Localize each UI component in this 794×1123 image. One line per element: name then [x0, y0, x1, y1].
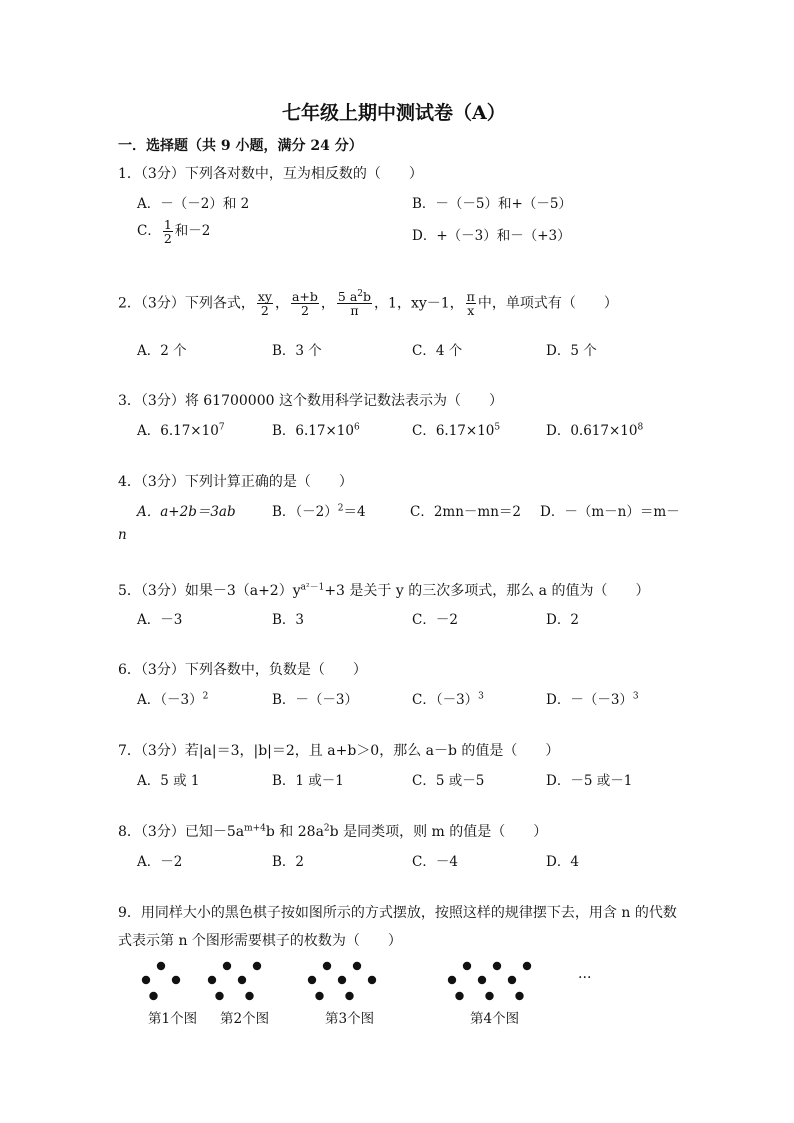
fraction-a-plus-b-over-2: $\frac{a+b}{2}$: [291, 289, 318, 319]
question-2-stem: 2．（3分）下列各式， $\frac{xy}{2}$ ， $\frac{a+b}{2}$ ， $\frac{5 a^2b}{\pi}$ ，1，xy－1， $\frac{\pi}{x}$ 中，单项式有（ ）: [118, 288, 618, 319]
q6-option-b: B．－（－3）: [272, 692, 359, 708]
chess-piece-fig1-top-1: [157, 962, 165, 970]
chess-piece-fig2-top-2: [238, 976, 246, 984]
fraction-5a2b-over-pi: $\frac{5 a^2b}{\pi}$: [337, 288, 372, 319]
question-6-stem: 6．（3分）下列各数中，负数是（ ）: [118, 662, 367, 678]
q5-option-d: D．2: [546, 612, 579, 628]
q6-option-c: C．$(-3)^3$: [412, 691, 484, 708]
chess-piece-fig1-bottom-0: [149, 992, 157, 1000]
question-4-stem: 4．（3分）下列计算正确的是（ ）: [118, 474, 353, 490]
q1-option-a: A．－（－2）和 2: [137, 196, 250, 212]
chess-piece-fig4-top-1: [463, 962, 471, 970]
q2-option-c: C．4 个: [412, 343, 463, 359]
q4-option-b: B．$(-2)^2=4$: [272, 503, 366, 520]
q8-option-d: D．4: [546, 854, 579, 870]
q5-option-a: A．－3: [137, 612, 183, 628]
q7-option-c: C．5 或－5: [412, 773, 485, 789]
chess-piece-fig1-top-2: [172, 976, 180, 984]
q4-option-d-wrap: n: [118, 527, 127, 543]
q8-option-a: A．－2: [137, 854, 183, 870]
q2-option-b: B．3 个: [272, 343, 322, 359]
fraction-xy-over-2: $\frac{xy}{2}$: [257, 289, 272, 319]
chess-piece-fig2-top-1: [223, 962, 231, 970]
q5-option-b: B．3: [272, 612, 305, 628]
ellipsis-mark: …: [578, 966, 592, 982]
q3-option-b: B．$6.17\times 10^6$: [272, 422, 360, 439]
q8-option-b: B．2: [272, 854, 305, 870]
fraction-pi-over-x: $\frac{\pi}{x}$: [466, 289, 475, 319]
chess-piece-fig4-top-2: [478, 976, 486, 984]
chess-piece-fig2-bottom-2: [245, 992, 253, 1000]
question-3-stem: 3．（3分）将 61700000 这个数用科学记数法表示为（ ）: [118, 393, 503, 409]
chess-piece-fig4-bottom-2: [485, 992, 493, 1000]
question-5-stem: 5．（3分）如果$-3(a+2)y^{a^2-1}+3$ 是关于 y 的三次多项式，那么 a 的值为（ ）: [118, 582, 650, 599]
q2-option-a: A．2 个: [137, 343, 187, 359]
q8-option-c: C．－4: [412, 854, 458, 870]
q6-option-a: A．$(-3)^2$: [137, 691, 209, 708]
chess-piece-fig3-top-0: [308, 976, 316, 984]
chess-piece-fig3-bottom-2: [345, 992, 353, 1000]
chess-piece-fig3-top-4: [368, 976, 376, 984]
question-7-stem: 7．（3分）若|a|＝3，|b|＝2，且 a+b＞0，那么 a－b 的值是（ ）: [118, 743, 560, 759]
section-heading: 一．选择题（共 9 小题，满分 24 分）: [118, 138, 363, 154]
fraction-one-half: $\frac{1}{2}$: [163, 217, 172, 247]
chess-piece-fig2-top-3: [253, 962, 261, 970]
q4-option-c: C．2mn－mn＝2: [410, 504, 521, 520]
figure-4-caption: 第4个图: [470, 1011, 520, 1027]
chess-piece-fig4-top-5: [523, 962, 531, 970]
dot-layer: [142, 962, 531, 1000]
q7-option-a: A．5 或 1: [137, 773, 200, 789]
q1-option-b: B．－（－5）和+（－5）: [412, 196, 572, 212]
chess-piece-fig2-bottom-0: [215, 992, 223, 1000]
question-9-line-1: 9．用同样大小的黑色棋子按如图所示的方式摆放，按照这样的规律摆下去，用含 n 的代数: [118, 905, 677, 921]
q3-option-a: A．$6.17\times 10^7$: [137, 422, 225, 439]
chess-piece-fig2-top-0: [208, 976, 216, 984]
chess-piece-fig4-top-4: [508, 976, 516, 984]
chess-piece-fig4-top-3: [493, 962, 501, 970]
q1-option-d: D．+（－3）和－（+3）: [412, 228, 571, 244]
q7-option-d: D．－5 或－1: [546, 773, 633, 789]
chess-piece-fig3-top-1: [323, 962, 331, 970]
chess-piece-fig3-top-2: [338, 976, 346, 984]
q4-option-d: D．－（m－n）＝m－: [540, 504, 680, 520]
q3-option-c: C．$6.17\times 10^5$: [412, 422, 501, 439]
q4-option-a: A．a+2b＝3ab: [137, 504, 236, 520]
q6-option-d: D．$-(-3)^3$: [546, 691, 639, 708]
chess-piece-fig4-top-0: [448, 976, 456, 984]
q2-option-d: D．5 个: [546, 343, 597, 359]
figure-1-caption: 第1个图: [148, 1011, 198, 1027]
question-1-stem: 1．（3分）下列各对数中，互为相反数的（ ）: [118, 166, 423, 182]
q3-option-d: D．$0.617\times 10^8$: [546, 422, 644, 439]
figure-2-caption: 第2个图: [220, 1011, 270, 1027]
figure-3-caption: 第3个图: [325, 1011, 375, 1027]
question-8-stem: 8．（3分）已知$-5a^{m+4}b$ 和 $28a^2b$ 是同类项，则 m 的值是（ ）: [118, 823, 548, 840]
chess-piece-fig1-top-0: [142, 976, 150, 984]
question-9-line-2: 式表示第 n 个图形需要棋子的枚数为（ ）: [118, 933, 402, 949]
q5-option-c: C．－2: [412, 612, 458, 628]
chess-piece-fig4-bottom-0: [455, 992, 463, 1000]
chess-piece-fig4-bottom-4: [515, 992, 523, 1000]
q7-option-b: B．1 或－1: [272, 773, 344, 789]
chess-piece-fig3-bottom-0: [315, 992, 323, 1000]
chess-piece-fig3-top-3: [353, 962, 361, 970]
page-title: 七年级上期中测试卷（A）: [282, 102, 506, 124]
q1-option-c: C． $\frac{1}{2}$ 和－2: [137, 217, 211, 247]
